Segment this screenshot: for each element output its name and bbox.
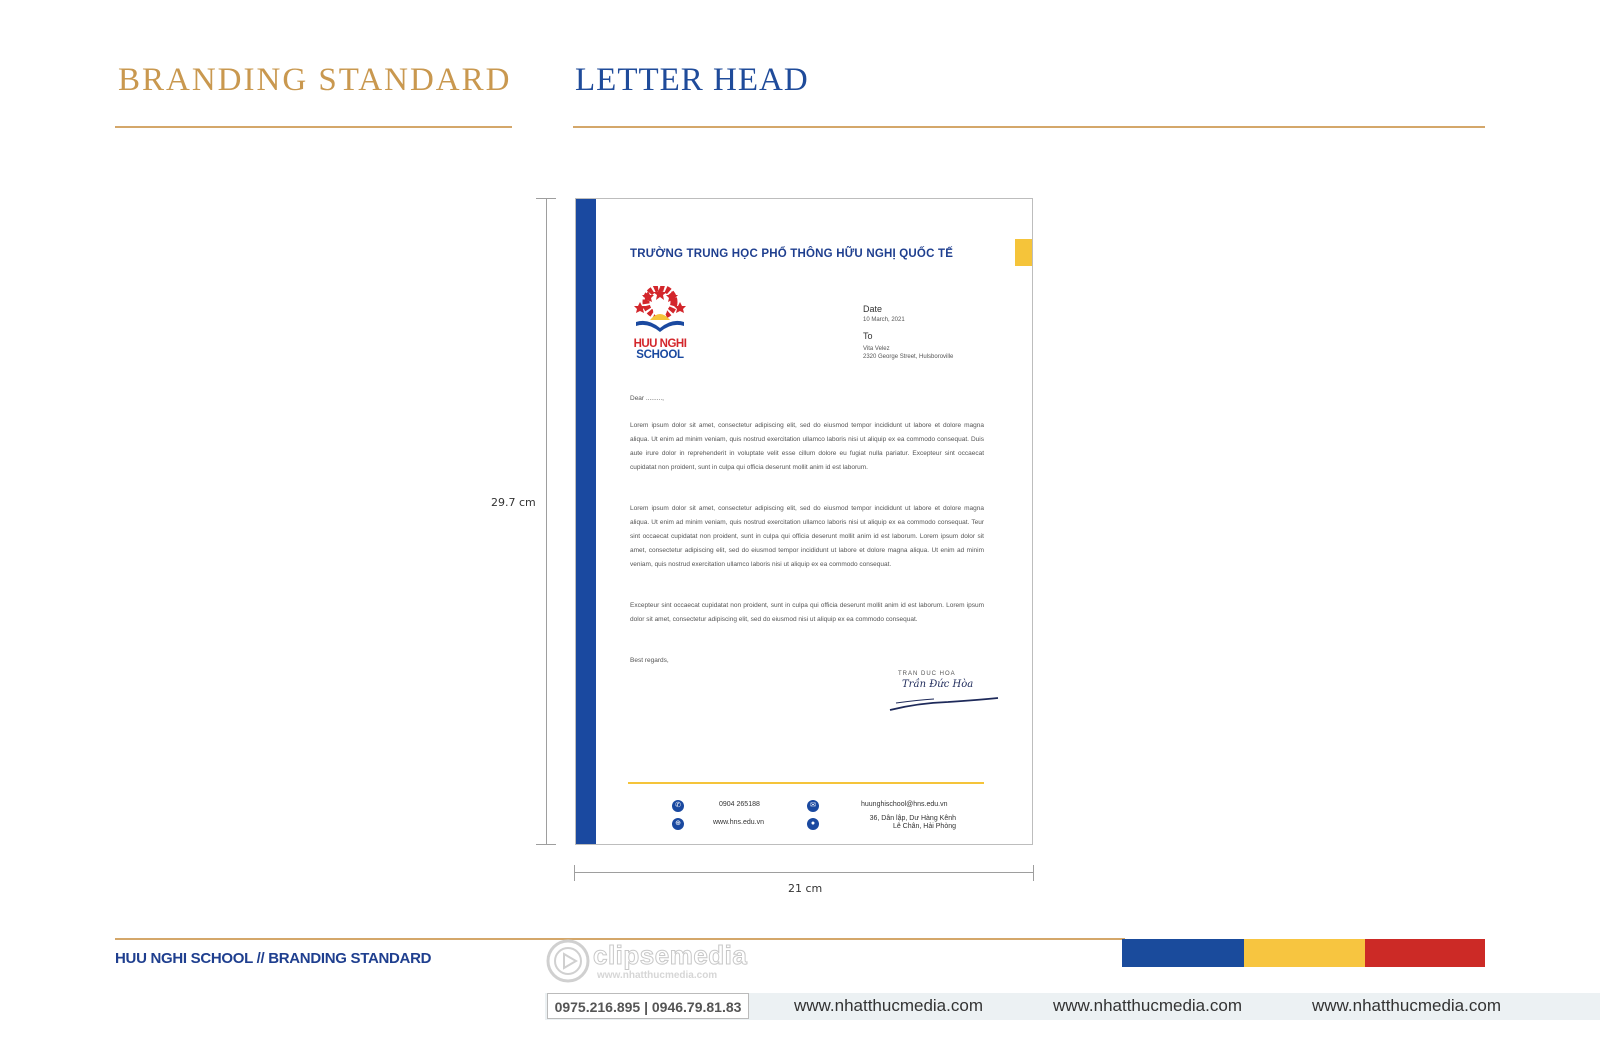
watermark-logo bbox=[545, 936, 755, 988]
body-paragraph-1: Lorem ipsum dolor sit amet, consectetur adipiscing elit, sed do eiusmod tempor incididunt ut labore et dolore magna aliqua. Ut enim ad minim veniam, quis nostrud exercitation ullamco laboris nisi ut aliquip ex ea commodo consequat. Duis aute irure dolor in reprehenderit in voluptate velit esse cillum dolore eu fugiat nulla pariatur. Excepteur sint occaecat cupidatat non proident, sunt in culpa qui officia deserunt mollit anim id est laborum. bbox=[630, 422, 984, 471]
email-icon: ✉ bbox=[807, 800, 819, 812]
school-logo bbox=[628, 286, 692, 361]
page-yellow-tab bbox=[1015, 239, 1032, 266]
watermark-url-2[interactable]: www.nhatthucmedia.com bbox=[1053, 996, 1242, 1015]
date-label: Date bbox=[863, 304, 883, 314]
width-dimension-line bbox=[575, 872, 1033, 873]
globe-icon: ⊕ bbox=[672, 818, 684, 830]
body-paragraph-3: Excepteur sint occaecat cupidatat non proident, sunt in culpa qui officia deserunt mollit anim id est laborum. Lorem ipsum dolor sit amet, consectetur adipiscing elit, sed do eiusmod nisi ut aliquip ex ea commodo consequat. bbox=[630, 602, 984, 623]
height-dimension-label: 29.7 cm bbox=[491, 496, 536, 509]
section-title: BRANDING STANDARD bbox=[118, 62, 512, 98]
page-title: LETTER HEAD bbox=[575, 62, 809, 98]
contact-email: huunghischool@hns.edu.vn bbox=[861, 801, 948, 808]
page-title-underline bbox=[573, 126, 1485, 128]
contact-website: www.hns.edu.vn bbox=[713, 819, 764, 826]
date-value: 10 March, 2021 bbox=[863, 317, 905, 323]
watermark-brand-url: www.nhatthucmedia.com bbox=[597, 970, 718, 981]
phone-icon: ✆ bbox=[672, 800, 684, 812]
salutation: Dear ........., bbox=[630, 395, 664, 402]
signature-stroke-icon bbox=[888, 693, 1000, 713]
logo-emblem-icon bbox=[628, 286, 692, 334]
color-swatch-blue bbox=[1122, 939, 1244, 967]
closing: Best regards, bbox=[630, 657, 669, 664]
section-title-underline bbox=[115, 126, 512, 128]
logo-text-line1: HUU NGHI bbox=[633, 338, 687, 350]
letterhead-page bbox=[575, 198, 1033, 845]
logo-text-line2: SCHOOL bbox=[636, 349, 684, 361]
width-dimension-tick-left bbox=[574, 865, 575, 881]
page-side-bar bbox=[576, 199, 596, 844]
footer-title: HUU NGHI SCHOOL // BRANDING STANDARD bbox=[115, 950, 432, 967]
width-dimension-label: 21 cm bbox=[788, 882, 823, 895]
watermark-url-3[interactable]: www.nhatthucmedia.com bbox=[1312, 996, 1501, 1015]
watermark-phones: 0975.216.895 | 0946.79.81.83 bbox=[547, 993, 749, 1019]
height-dimension-line bbox=[546, 198, 547, 845]
width-dimension-tick-right bbox=[1033, 865, 1034, 881]
color-swatch-red bbox=[1365, 939, 1485, 967]
to-name: Vita Velez bbox=[863, 346, 890, 352]
height-dimension-tick-bottom bbox=[536, 844, 556, 845]
to-label: To bbox=[863, 331, 873, 341]
contact-address-line1: 36, Dân lập, Dư Hàng Kênh bbox=[869, 815, 956, 822]
location-pin-icon: ● bbox=[807, 818, 819, 830]
watermark-play-icon bbox=[545, 938, 591, 984]
signature: Trần Đức Hòa bbox=[902, 679, 974, 690]
watermark-url-1[interactable]: www.nhatthucmedia.com bbox=[794, 996, 983, 1015]
to-address: 2320 George Street, Hulsboroville bbox=[863, 354, 954, 360]
page-footer-divider bbox=[628, 782, 984, 784]
signer-name: TRAN DUC HOA bbox=[898, 671, 956, 677]
school-name: TRƯỜNG TRUNG HỌC PHỔ THÔNG HỮU NGHỊ QUỐC TẾ bbox=[630, 248, 954, 260]
color-swatch-yellow bbox=[1244, 939, 1365, 967]
watermark-brand: clipsemedia bbox=[593, 940, 748, 970]
height-dimension-tick-top bbox=[536, 198, 556, 199]
contact-address-line2: Lê Chân, Hải Phòng bbox=[892, 823, 956, 830]
body-paragraph-2: Lorem ipsum dolor sit amet, consectetur adipiscing elit, sed do eiusmod tempor incididunt ut labore et dolore magna aliqua. Ut enim ad minim veniam, quis nostrud exercitation ullamco laboris nisi ut aliquip ex ea commodo consequat. Teur sint occaecat cupidatat non proident, sunt in culpa qui officia deserunt mollit anim id est laborum. Lorem ipsum dolor sit amet, consectetur adipiscing elit, sed do eiusmod tempor incididunt ut labore et dolore magna aliqua. Ut enim ad minim veniam, quis nostrud exercitation ullamco laboris nisi ut aliquip ex ea commodo consequat. bbox=[630, 505, 984, 568]
contact-phone: 0904 265188 bbox=[719, 801, 760, 808]
